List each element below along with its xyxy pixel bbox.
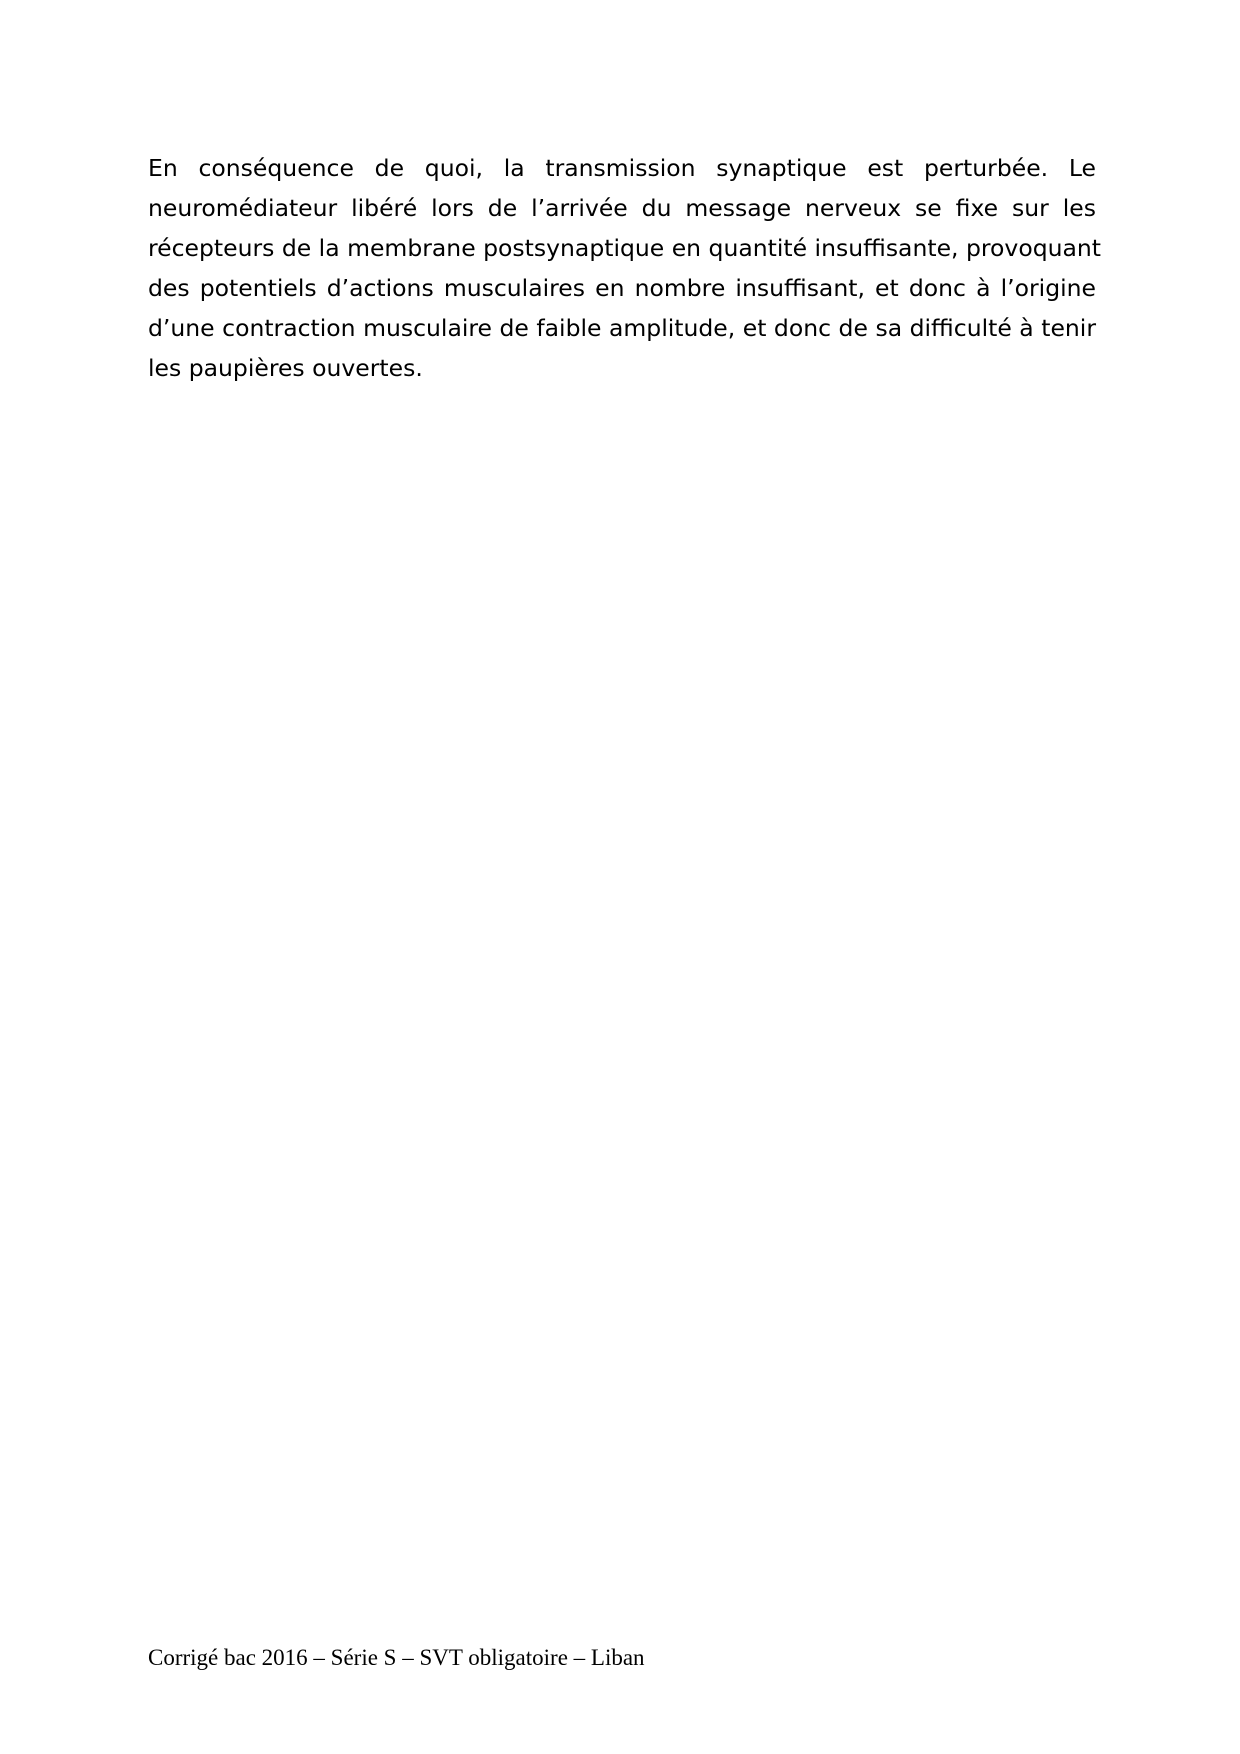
- paragraph-line: neuromédiateur libéré lors de l’arrivée du message nerveux se fixe sur les: [148, 194, 1096, 222]
- paragraph-line: les paupières ouvertes.: [148, 354, 423, 382]
- paragraph-line: récepteurs de la membrane postsynaptique en quantité insuffisante, provoquant: [148, 234, 1102, 262]
- paragraph-line: En conséquence de quoi, la transmission synaptique est perturbée. Le: [148, 154, 1096, 182]
- body-paragraph: [148, 148, 1102, 388]
- page-footer: Corrigé bac 2016 – Série S – SVT obligatoire – Liban: [148, 1645, 645, 1670]
- paragraph-line: des potentiels d’actions musculaires en nombre insuffisant, et donc à l’origine: [148, 274, 1096, 302]
- paragraph-line: d’une contraction musculaire de faible amplitude, et donc de sa difficulté à tenir: [148, 314, 1096, 342]
